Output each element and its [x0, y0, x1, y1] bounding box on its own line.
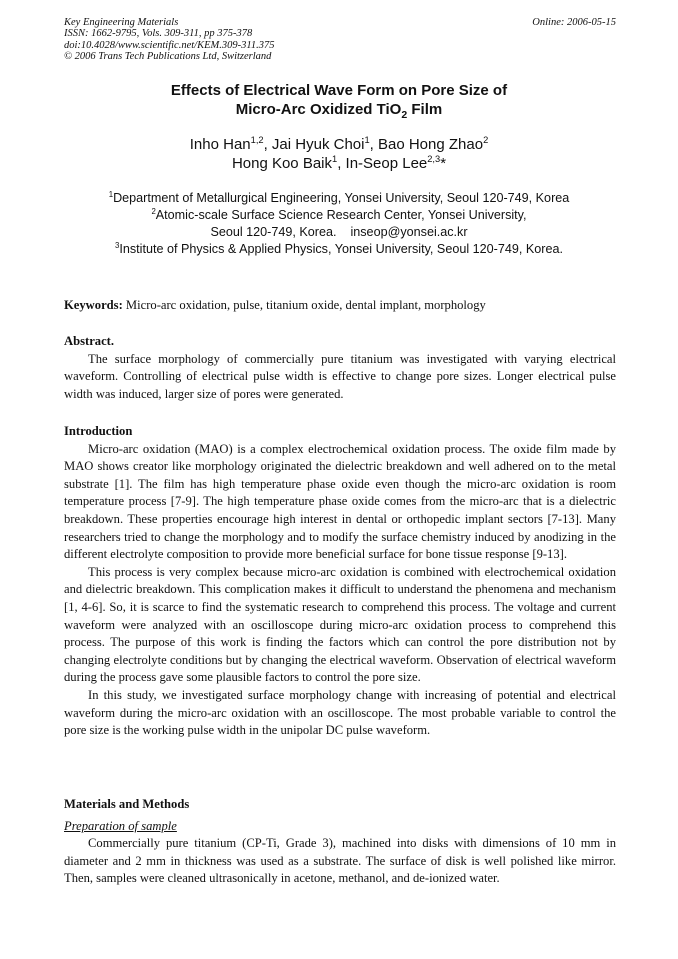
running-header: [64, 17, 616, 62]
intro-paragraph-3: In this study, we investigated surface morphology change with increasing of potential and electrical waveform during the micro-arc oxidation with an oscilloscope. The most probable variable to control the pore size is the working pulse width in the unipolar DC pulse waveform.: [64, 687, 616, 738]
keywords-text: Micro-arc oxidation, pulse, titanium oxide, dental implant, morphology: [122, 298, 486, 312]
doi-line: doi:10.4028/www.scientific.net/KEM.309-311.375: [64, 39, 275, 51]
intro-paragraph-2: This process is very complex because micro-arc oxidation is combined with electrochemical oxidation and dielectric breakdown. This complication makes it difficult to understand the phenomena and mechanism [1, 4-6]. So, it is scarce to find the systematic research to comprehend this process. The voltage and current waveform were analyzed with an oscilloscope during micro-arc oxidation process to comprehend this process. The purpose of this work is finding the factors which can control the pore distribution not by changing electrolyte conditions but by changing the electrical waveform. Observation of electrical waveform during the process gave some plausible factors to control the pore size.: [64, 564, 616, 685]
copyright-line: © 2006 Trans Tech Publications Ltd, Switzerland: [64, 50, 272, 62]
issn-line: ISSN: 1662-9795, Vols. 309-311, pp 375-378: [64, 28, 253, 40]
abstract-text: The surface morphology of commercially pure titanium was investigated with varying electrical waveform. Controlling of electrical pulse width is effective to change pore sizes. Longer electrical pulse width was induced, larger size of pores were generated.: [64, 351, 616, 401]
methods-paragraph-1: Commercially pure titanium (CP-Ti, Grade 3), machined into disks with dimensions of 10 mm in diameter and 2 mm in thickness was used as a substrate. The surface of disk is well polished like mirror. Then, samples were cleaned ultrasonically in acetone, methanol, and de-ionized water.: [64, 836, 616, 886]
abstract-section: [64, 333, 616, 403]
affiliation-3: $^3$Institute of Physics & Applied Physics, Yonsei University, Seoul 120-749, Korea.: [115, 240, 563, 256]
methods-subheading: Preparation of sample: [64, 818, 177, 833]
keywords: [64, 297, 616, 315]
introduction-section: [64, 423, 616, 740]
introduction-heading: Introduction: [64, 424, 133, 438]
keywords-label: Keywords:: [64, 298, 123, 312]
affiliation-2: $^2$Atomic-scale Surface Science Research Center, Yonsei University,: [151, 206, 527, 222]
journal-name: Key Engineering Materials: [64, 17, 179, 28]
title-line-2: Micro-Arc Oxidized TiO$_2$ Film: [235, 101, 443, 121]
affiliations: [0, 190, 678, 258]
intro-paragraph-1: Micro-arc oxidation (MAO) is a complex electrochemical oxidation process. The oxide film made by MAO shows creator like morphology originated the dielectric breakdown and well adhered on to the metal substrate [1]. The film has high temperature phase oxide even though the micro-arc oxidation is room temperature process [7-9]. The high temperature phase oxide comes from the micro-arc that is a dielectric breakdown. These properties encourage high interest in dental or orthopedic implant sectors [7-13]. Many researchers tried to change the morphology and to modify the surface chemistry induced by anodizing in the different electrolyte composition to provide more beneficial surface for bone tissue response [9-13].: [64, 441, 616, 562]
affiliation-2-cont: Seoul 120-749, Korea. inseop@yonsei.ac.kr: [210, 225, 468, 239]
title-line-1: Effects of Electrical Wave Form on Pore Size of: [170, 82, 508, 99]
author-line-2: Hong Koo Baik$^1$, In-Seop Lee$^{2,3}$*: [231, 154, 447, 172]
paper-title: [0, 81, 678, 119]
affiliation-1: $^1$Department of Metallurgical Engineering, Yonsei University, Seoul 120-749, Korea: [108, 189, 570, 205]
online-date: Online: 2006-05-15: [532, 17, 616, 28]
abstract-heading: Abstract.: [64, 334, 115, 348]
author-list: [0, 135, 678, 173]
methods-heading: Materials and Methods: [64, 797, 190, 811]
methods-section: [64, 796, 616, 888]
author-line-1: Inho Han$^{1,2}$, Jai Hyuk Choi$^1$, Bao Hong Zhao$^2$: [189, 135, 489, 153]
